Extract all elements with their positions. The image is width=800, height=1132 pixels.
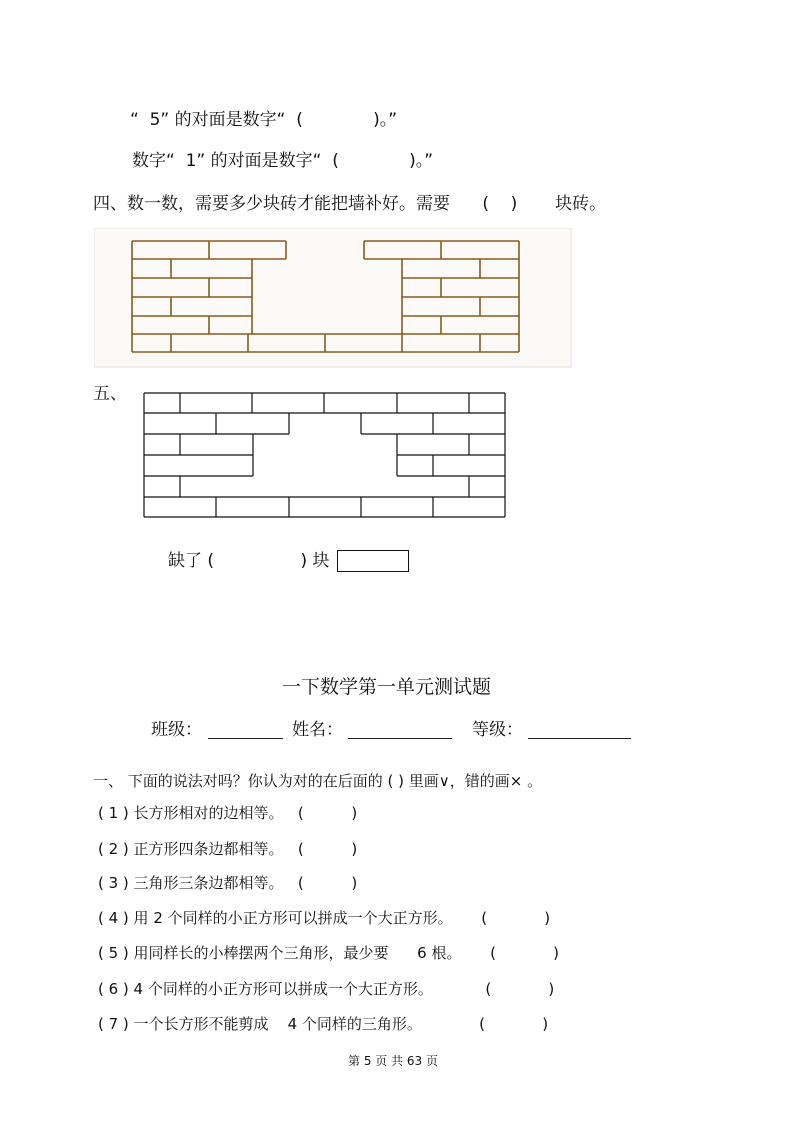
page-footer: 第 5 页 共 63 页 [348,1054,438,1068]
test-title: 一下数学第一单元测试题 [282,676,492,698]
cube-question-5: “ 5” 的对面是数字“ ( )。” [130,110,398,130]
list-item: ( 1 ) 长方形相对的边相等。 ( ) [98,804,358,822]
brick-answer-box[interactable] [337,550,409,572]
class-field[interactable] [208,738,283,739]
section5-label: 五、 [93,384,127,404]
grade-field[interactable] [528,738,631,739]
grade-label: 等级： [472,720,523,740]
brick-wall-figure-2 [142,391,508,521]
missing-bricks-question: 缺了 ( ) 块 [168,551,330,571]
brick-wall-figure-1 [94,228,572,368]
section4-question: 四、数一数，需要多少块砖才能把墙补好。需要 ( ) 块砖。 [93,194,607,214]
list-item: ( 2 ) 正方形四条边都相等。 ( ) [98,840,358,858]
name-label: 姓名： [292,720,343,740]
list-item: ( 4 ) 用 2 个同样的小正方形可以拼成一个大正方形。 ( ) [98,909,551,927]
list-item: ( 3 ) 三角形三条边都相等。 ( ) [98,874,358,892]
list-item: ( 6 ) 4 个同样的小正方形可以拼成一个大正方形。 ( ) [98,980,555,998]
list-item: ( 5 ) 用同样长的小棒摆两个三角形，最少要 6 根。 ( ) [98,944,560,962]
name-field[interactable] [348,738,452,739]
list-item: ( 7 ) 一个长方形不能剪成 4 个同样的三角形。 ( ) [98,1015,549,1033]
cube-question-1: 数字“ 1” 的对面是数字“ ( )。” [132,151,434,171]
part1-instruction: 一、 下面的说法对吗？你认为对的在后面的 ( ) 里画∨，错的画× 。 [93,772,543,790]
class-label: 班级： [151,720,202,740]
